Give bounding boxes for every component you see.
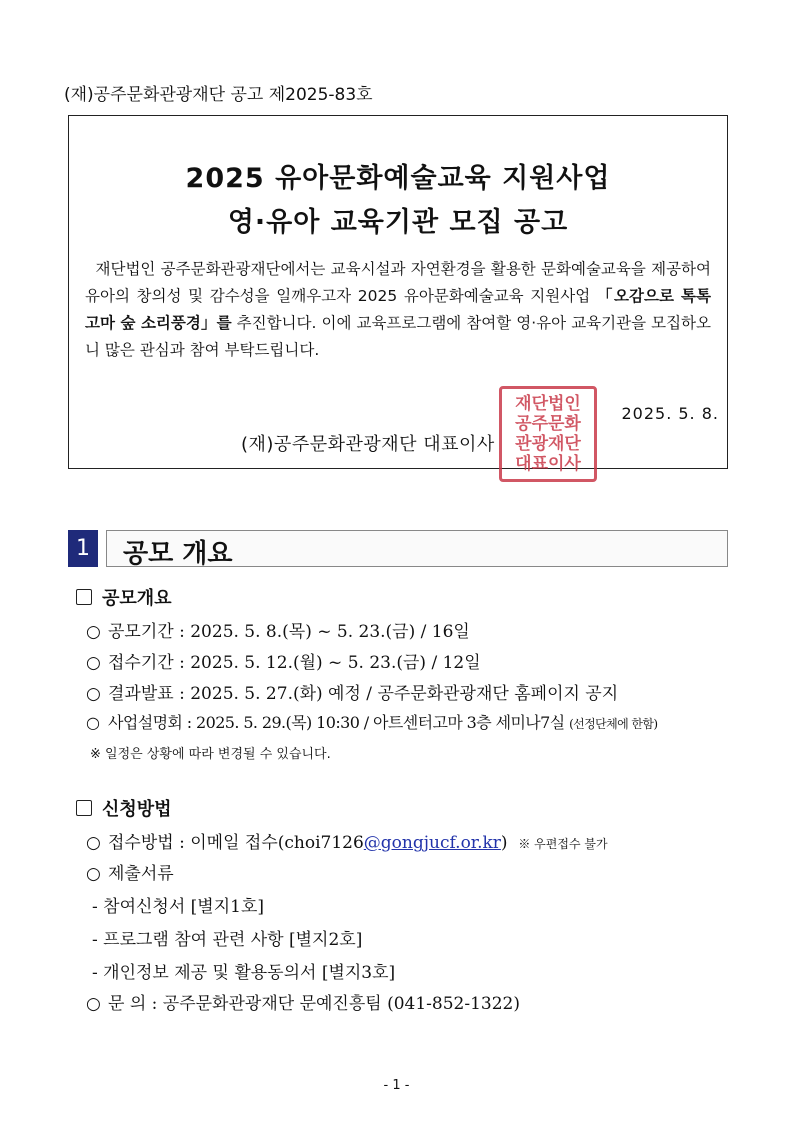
page-number: - 1 -: [383, 1078, 410, 1093]
overview-item-value: : 2025. 5. 29.(목) 10:30 / 아트센터고마 3층 세미나7실: [186, 713, 565, 732]
application-method: [86, 828, 608, 853]
contact-label: 문 의: [108, 994, 147, 1014]
overview-heading: [76, 584, 172, 610]
overview-item-label: 접수기간: [108, 653, 174, 673]
notice-issuer: (재)공주문화관광재단 대표이사: [241, 434, 495, 455]
notice-title-line1: 2025 유아문화예술교육 지원사업: [185, 163, 611, 194]
notice-date: 2025. 5. 8.: [621, 404, 719, 423]
seal-line: 관광재단: [515, 434, 581, 454]
official-seal: [499, 386, 597, 482]
method-label: 접수방법: [108, 833, 174, 853]
intro-text-2: 추진합니다. 이에 교육프로그램에 참여할 영·유아 교육기관을 모집하오니 많은 관심과 참여 부탁드립니다.: [85, 314, 712, 359]
circle-bullet-icon: ○: [86, 994, 101, 1014]
schedule-note: ※ 일정은 상황에 따라 변경될 수 있습니다.: [90, 747, 331, 762]
overview-item-suffix: (선정단체에 한함): [569, 717, 658, 731]
email-link[interactable]: @gongjucf.or.kr: [363, 833, 501, 853]
contact-value: : 공주문화관광재단 문예진흥팀 (041-852-1322): [151, 994, 520, 1014]
method-suffix: ): [500, 833, 508, 853]
method-note: ※ 우편접수 불가: [518, 837, 608, 851]
square-box-icon: [76, 589, 92, 605]
document-item: - 프로그램 참여 관련 사항 [별지2호]: [92, 930, 363, 950]
document-item: - 개인정보 제공 및 활용동의서 [별지3호]: [92, 963, 396, 983]
section-number-badge: 1: [68, 530, 98, 567]
notice-box: [68, 115, 728, 474]
overview-item: [86, 710, 657, 733]
notice-title-line2: 영·유아 교육기관 모집 공고: [227, 207, 569, 238]
method-prefix: : 이메일 접수(choi7126: [179, 833, 364, 853]
section-title-box: [106, 530, 728, 567]
contact-line: [86, 989, 520, 1014]
overview-item: [86, 648, 481, 673]
documents-label: 제출서류: [108, 864, 174, 884]
overview-heading-text: 공모개요: [102, 588, 172, 609]
overview-item-label: 공모기간: [108, 622, 174, 642]
program-name: 「오감으로 톡톡 고마 숲 소리풍경」를: [85, 287, 711, 332]
overview-item-value: : 2025. 5. 12.(월) ~ 5. 23.(금) / 12일: [179, 653, 481, 673]
square-box-icon: [76, 800, 92, 816]
overview-item: [86, 617, 470, 642]
overview-item-label: 사업설명회: [108, 713, 183, 732]
circle-bullet-icon: ○: [86, 864, 101, 884]
overview-item-label: 결과발표: [108, 684, 174, 704]
circle-bullet-icon: ○: [86, 684, 101, 704]
circle-bullet-icon: ○: [86, 622, 101, 642]
notice-number: (재)공주문화관광재단 공고 제2025-83호: [64, 85, 373, 105]
seal-line: 대표이사: [515, 454, 581, 474]
overview-item-value: : 2025. 5. 8.(목) ~ 5. 23.(금) / 16일: [179, 622, 470, 642]
circle-bullet-icon: ○: [86, 653, 101, 673]
documents-label-line: [86, 859, 174, 884]
seal-line: 공주문화: [515, 414, 581, 434]
intro-text-1: 재단법인 공주문화관광재단에서는 교육시설과 자연환경을 활용한 문화예술교육을 제공하여 유아의 창의성 및 감수성을 일깨우고자 2025 유아문화예술교육 지원사업: [85, 260, 711, 305]
application-heading: [76, 795, 172, 821]
seal-line: 재단법인: [515, 394, 581, 414]
circle-bullet-icon: ○: [86, 833, 101, 853]
section-title: 공모 개요: [123, 539, 233, 569]
overview-item: [86, 679, 618, 704]
document-item: - 참여신청서 [별지1호]: [92, 897, 265, 917]
notice-intro: [85, 256, 711, 364]
application-heading-text: 신청방법: [102, 799, 172, 820]
circle-bullet-icon: ○: [86, 713, 100, 732]
overview-item-value: : 2025. 5. 27.(화) 예정 / 공주문화관광재단 홈페이지 공지: [179, 684, 619, 704]
